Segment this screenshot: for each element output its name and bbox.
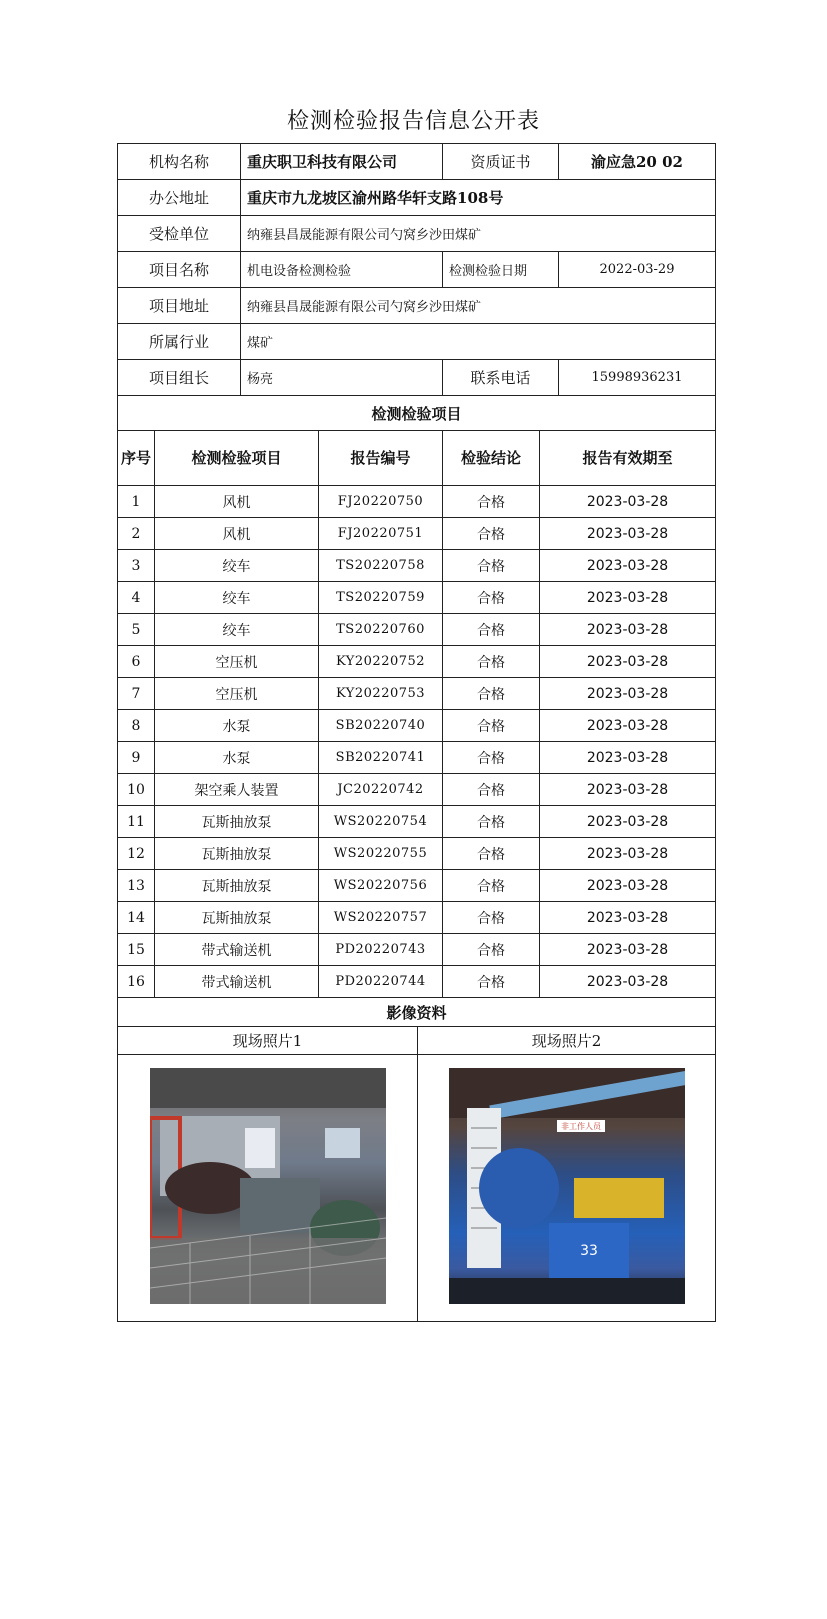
row-valid: 2023-03-28 [540, 742, 716, 774]
row-item: 瓦斯抽放泵 [155, 870, 319, 902]
items-rows [118, 486, 716, 998]
col-report-header: 报告编号 [319, 431, 443, 486]
row-item: 带式输送机 [155, 966, 319, 998]
photo1-illustration [150, 1068, 386, 1304]
row-idx: 8 [118, 710, 155, 742]
table-row [118, 518, 716, 550]
leader-row [118, 360, 716, 396]
machine-number: 33 [579, 1243, 598, 1259]
industry-value: 煤矿 [241, 324, 716, 360]
table-row [118, 614, 716, 646]
row-report: WS20220757 [319, 902, 443, 934]
row-result: 合格 [443, 486, 540, 518]
industry-label: 所属行业 [118, 324, 241, 360]
row-idx: 5 [118, 614, 155, 646]
row-valid: 2023-03-28 [540, 486, 716, 518]
row-item: 绞车 [155, 550, 319, 582]
photo-label-row [118, 1027, 716, 1055]
ceiling [150, 1068, 386, 1108]
row-report: KY20220753 [319, 678, 443, 710]
row-report: FJ20220751 [319, 518, 443, 550]
row-valid: 2023-03-28 [540, 870, 716, 902]
table-row [118, 934, 716, 966]
row-result: 合格 [443, 806, 540, 838]
media-section-title: 影像资料 [118, 998, 716, 1027]
site-label: 项目地址 [118, 288, 241, 324]
document-title: 检测检验报告信息公开表 [286, 109, 540, 134]
row-report: WS20220754 [319, 806, 443, 838]
row-idx: 4 [118, 582, 155, 614]
row-report: WS20220755 [319, 838, 443, 870]
items-header-row [118, 431, 716, 486]
floor [150, 1238, 386, 1304]
row-result: 合格 [443, 934, 540, 966]
unit-label: 受检单位 [118, 216, 241, 252]
table-row [118, 550, 716, 582]
row-result: 合格 [443, 774, 540, 806]
row-valid: 2023-03-28 [540, 646, 716, 678]
items-section-row [118, 396, 716, 431]
table-row [118, 646, 716, 678]
row-idx: 14 [118, 902, 155, 934]
row-item: 瓦斯抽放泵 [155, 902, 319, 934]
row-result: 合格 [443, 550, 540, 582]
table-row [118, 582, 716, 614]
phone-value: 15998936231 [559, 360, 716, 396]
table-row [118, 710, 716, 742]
row-report: FJ20220750 [319, 486, 443, 518]
industry-row [118, 324, 716, 360]
row-result: 合格 [443, 710, 540, 742]
row-valid: 2023-03-28 [540, 902, 716, 934]
row-idx: 3 [118, 550, 155, 582]
row-item: 空压机 [155, 646, 319, 678]
row-item: 水泵 [155, 742, 319, 774]
table-row [118, 678, 716, 710]
proj-value: 机电设备检测检验 [241, 252, 443, 288]
floor [449, 1278, 685, 1304]
addr-value: 重庆市九龙坡区渝州路华轩支路108号 [241, 180, 716, 216]
row-result: 合格 [443, 582, 540, 614]
site-value: 纳雍县昌晟能源有限公司勺窝乡沙田煤矿 [241, 288, 716, 324]
cert-label: 资质证书 [443, 144, 559, 180]
row-item: 架空乘人装置 [155, 774, 319, 806]
row-item: 瓦斯抽放泵 [155, 806, 319, 838]
row-result: 合格 [443, 838, 540, 870]
site-photo-2 [449, 1068, 685, 1304]
row-result: 合格 [443, 646, 540, 678]
row-report: TS20220758 [319, 550, 443, 582]
row-valid: 2023-03-28 [540, 582, 716, 614]
photo2-cell [418, 1055, 716, 1322]
row-result: 合格 [443, 678, 540, 710]
row-idx: 2 [118, 518, 155, 550]
row-valid: 2023-03-28 [540, 518, 716, 550]
photo1-cell [118, 1055, 418, 1322]
row-valid: 2023-03-28 [540, 934, 716, 966]
row-valid: 2023-03-28 [540, 614, 716, 646]
leader-value: 杨亮 [241, 360, 443, 396]
col-item-header: 检测检验项目 [155, 431, 319, 486]
photo2-illustration [449, 1068, 685, 1304]
row-result: 合格 [443, 614, 540, 646]
table-row [118, 486, 716, 518]
warning-sign-text: 非工作人员 [560, 1122, 601, 1131]
row-idx: 10 [118, 774, 155, 806]
proj-row [118, 252, 716, 288]
row-report: TS20220760 [319, 614, 443, 646]
row-report: TS20220759 [319, 582, 443, 614]
row-result: 合格 [443, 870, 540, 902]
wall-panel [325, 1128, 360, 1158]
table-row [118, 806, 716, 838]
media-section-row [118, 998, 716, 1027]
row-result: 合格 [443, 742, 540, 774]
row-idx: 6 [118, 646, 155, 678]
row-report: KY20220752 [319, 646, 443, 678]
row-report: JC20220742 [319, 774, 443, 806]
row-item: 绞车 [155, 614, 319, 646]
phone-label: 联系电话 [443, 360, 559, 396]
info-table [117, 143, 716, 396]
site-photo-1 [150, 1068, 386, 1304]
report-sheet [117, 143, 715, 1322]
items-section-title: 检测检验项目 [118, 396, 716, 431]
table-row [118, 902, 716, 934]
addr-row [118, 180, 716, 216]
addr-label: 办公地址 [118, 180, 241, 216]
unit-row [118, 216, 716, 252]
gearbox [240, 1178, 320, 1233]
row-idx: 15 [118, 934, 155, 966]
date-value: 2022-03-29 [559, 252, 716, 288]
row-valid: 2023-03-28 [540, 774, 716, 806]
table-row [118, 966, 716, 998]
row-item: 带式输送机 [155, 934, 319, 966]
photo1-label: 现场照片1 [118, 1027, 418, 1055]
row-item: 水泵 [155, 710, 319, 742]
row-valid: 2023-03-28 [540, 966, 716, 998]
row-idx: 9 [118, 742, 155, 774]
row-idx: 13 [118, 870, 155, 902]
unit-value: 纳雍县昌晟能源有限公司勺窝乡沙田煤矿 [241, 216, 716, 252]
row-idx: 1 [118, 486, 155, 518]
items-table [117, 395, 716, 998]
window [245, 1128, 275, 1168]
row-report: PD20220743 [319, 934, 443, 966]
col-valid-header: 报告有效期至 [540, 431, 716, 486]
row-item: 瓦斯抽放泵 [155, 838, 319, 870]
row-report: SB20220741 [319, 742, 443, 774]
col-result-header: 检验结论 [443, 431, 540, 486]
col-idx-header: 序号 [118, 431, 155, 486]
row-item: 绞车 [155, 582, 319, 614]
proj-label: 项目名称 [118, 252, 241, 288]
row-idx: 11 [118, 806, 155, 838]
cert-value: 渝应急20 02 [559, 144, 716, 180]
row-valid: 2023-03-28 [540, 838, 716, 870]
row-report: SB20220740 [319, 710, 443, 742]
leader-label: 项目组长 [118, 360, 241, 396]
org-value: 重庆职卫科技有限公司 [241, 144, 443, 180]
row-report: PD20220744 [319, 966, 443, 998]
row-result: 合格 [443, 902, 540, 934]
winch-drum [479, 1148, 559, 1228]
org-row [118, 144, 716, 180]
table-row [118, 838, 716, 870]
row-item: 风机 [155, 486, 319, 518]
row-idx: 12 [118, 838, 155, 870]
table-row [118, 870, 716, 902]
site-row [118, 288, 716, 324]
row-valid: 2023-03-28 [540, 710, 716, 742]
photo2-label: 现场照片2 [418, 1027, 716, 1055]
row-idx: 16 [118, 966, 155, 998]
row-valid: 2023-03-28 [540, 678, 716, 710]
photo-row [118, 1055, 716, 1322]
row-item: 风机 [155, 518, 319, 550]
table-row [118, 742, 716, 774]
row-valid: 2023-03-28 [540, 806, 716, 838]
row-item: 空压机 [155, 678, 319, 710]
row-idx: 7 [118, 678, 155, 710]
table-row [118, 774, 716, 806]
row-result: 合格 [443, 966, 540, 998]
org-label: 机构名称 [118, 144, 241, 180]
media-table [117, 997, 716, 1322]
row-report: WS20220756 [319, 870, 443, 902]
yellow-machine [574, 1178, 664, 1218]
date-label: 检测检验日期 [443, 252, 559, 288]
row-result: 合格 [443, 518, 540, 550]
row-valid: 2023-03-28 [540, 550, 716, 582]
